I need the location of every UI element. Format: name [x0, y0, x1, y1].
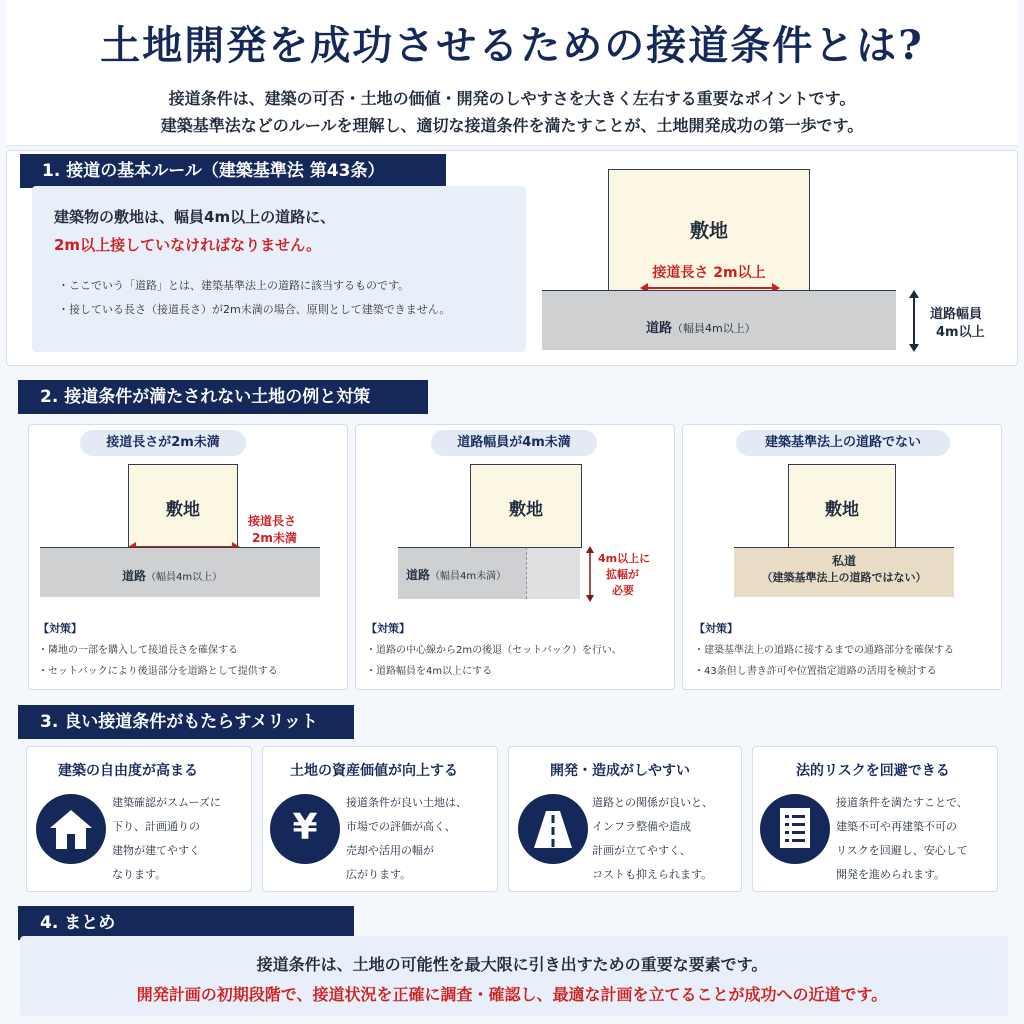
merit-freedom-line-4: なります。: [112, 868, 167, 881]
case2-width-arrow: [583, 546, 597, 602]
road-label-sub: （幅員4m以上）: [672, 322, 756, 335]
case1-measure-1: ・隣地の一部を購入して接道長さを確保する: [38, 645, 238, 656]
case1-road-sub: （幅員4m以上）: [146, 572, 223, 583]
case3-measure-1: ・建築基準法上の道路に接するまでの通路部分を確保する: [694, 645, 954, 656]
road-label: [646, 317, 756, 336]
case3-site-label: 敷地: [825, 500, 859, 520]
merit-asset-line-1: 接道条件が良い土地は、: [346, 796, 467, 809]
case3-measure-2: ・43条但し書き許可や位置指定道路の活用を検討する: [694, 666, 937, 677]
road-width-label-1: 道路幅員: [930, 307, 983, 322]
section2-heading: 2. 接道条件が満たされない土地の例と対策: [18, 380, 428, 414]
merit-development-line-4: コストも抑えられます。: [592, 868, 713, 881]
case-title-width: 道路幅員が4m未満: [431, 430, 597, 456]
case3-site: [788, 464, 896, 548]
case2-annot-1: 4m以上に: [598, 552, 651, 565]
case2-setback: [526, 547, 580, 599]
rule-note-2: ・接している長さ（接道長さ）が2m未満の場合、原則として建築できません。: [58, 303, 451, 316]
merit-asset-line-2: 市場での評価が高く、: [346, 820, 456, 833]
case2-site: [470, 464, 582, 548]
case3-measure-title: 【対策】: [694, 622, 738, 635]
rule-main-line-1: 建築物の敷地は、幅員4m以上の道路に、: [54, 208, 336, 226]
merit-development-line-2: インフラ整備や造成: [592, 820, 691, 833]
case2-road-sub: （幅員4m未満）: [430, 571, 507, 582]
subtitle-line-1: 接道条件は、建築の可否・土地の価値・開発のしやすさを大きく左右する重要なポイントです。: [168, 89, 856, 108]
merit-title-freedom: 建築の自由度が高まる: [58, 763, 198, 779]
merit-development-line-1: 道路との関係が良いと、: [592, 796, 713, 809]
section3-heading: 3. 良い接道条件がもたらすメリット: [18, 705, 354, 739]
merit-freedom-line-3: 建物が建てやすく: [112, 844, 200, 857]
case2-annot-3: 必要: [612, 584, 634, 597]
merit-legal-line-1: 接道条件を満たすことで、: [836, 796, 968, 809]
site-label: 敷地: [689, 220, 728, 242]
case1-site: [128, 464, 238, 548]
rule-note-1: ・ここでいう「道路」とは、建築基準法上の道路に該当するものです。: [58, 279, 410, 292]
case3-road-label-2: （建築基準法上の道路ではない）: [761, 571, 927, 584]
case2-site-label: 敷地: [509, 500, 543, 520]
case-title-frontage: 接道長さが2m未満: [80, 430, 246, 456]
merit-legal-line-3: リスクを回避し、安心して: [836, 844, 968, 857]
merit-freedom-line-1: 建築確認がスムーズに: [112, 796, 221, 809]
case1-annot-1: 接道長さ: [248, 514, 297, 528]
merit-legal-line-4: 開発を進められます。: [836, 868, 946, 881]
frontage-label: 接道長さ 2m以上: [652, 265, 766, 281]
section4-heading: 4. まとめ: [18, 906, 354, 940]
subtitle-line-2: 建築基準法などのルールを理解し、適切な接道条件を満たすことが、土地開発成功の第一歩です。: [160, 116, 864, 135]
merit-title-asset: 土地の資産価値が向上する: [290, 763, 458, 779]
case1-measure-2: ・セットバックにより後退部分を道路として提供する: [38, 666, 278, 677]
case1-road-label: [122, 567, 222, 584]
case2-measure-2: ・道路幅員を4m以上にする: [366, 666, 493, 677]
merit-title-legal: 法的リスクを回避できる: [796, 763, 950, 779]
road-width-label-2: 4m以上: [936, 325, 985, 340]
merit-legal-line-2: 建築不可や再建築不可の: [836, 820, 957, 833]
case1-measure-title: 【対策】: [38, 622, 82, 635]
merit-title-development: 開発・造成がしやすい: [550, 763, 690, 779]
case2-measure-1: ・道路の中心線から2mの後退（セットバック）を行い、: [366, 645, 622, 656]
case2-measure-title: 【対策】: [366, 622, 410, 635]
road-label-text: 道路: [646, 321, 673, 336]
case3-road-label-1: 私道: [831, 554, 856, 568]
rule-main-line-2: 2m以上接していなければなりません。: [54, 236, 321, 254]
case1-annot-2: 2m未満: [252, 531, 297, 545]
yen-glyph: ¥: [292, 807, 318, 848]
case-title-private-road: 建築基準法上の道路でない: [736, 430, 950, 456]
case2-road-text: 道路: [406, 568, 431, 582]
summary-line-2: 開発計画の初期段階で、接道状況を正確に調査・確認し、最適な計画を立てることが成功への近道です。: [136, 985, 888, 1004]
summary-line-1: 接道条件は、土地の可能性を最大限に引き出すための重要な要素です。: [256, 955, 768, 974]
merit-asset-line-4: 広がります。: [346, 868, 412, 881]
checklist-icon: [760, 794, 830, 864]
merit-development-line-3: 計画が立てやすく、: [592, 844, 691, 857]
case1-road-text: 道路: [122, 569, 147, 583]
page-title: 土地開発を成功させるための接道条件とは?: [100, 22, 924, 69]
road-icon: [518, 794, 588, 864]
merit-freedom-line-2: 下り、計画通りの: [112, 820, 200, 833]
case2-road-label: [406, 566, 506, 583]
section1-heading: 1. 接道の基本ルール（建築基準法 第43条）: [20, 154, 446, 188]
yen-icon: [270, 794, 340, 864]
road-width-arrow: [906, 290, 922, 352]
house-icon: [36, 794, 106, 864]
case2-annot-2: 拡幅が: [606, 568, 639, 581]
merit-asset-line-3: 売却や活用の幅が: [346, 844, 434, 857]
case1-site-label: 敷地: [166, 500, 200, 520]
